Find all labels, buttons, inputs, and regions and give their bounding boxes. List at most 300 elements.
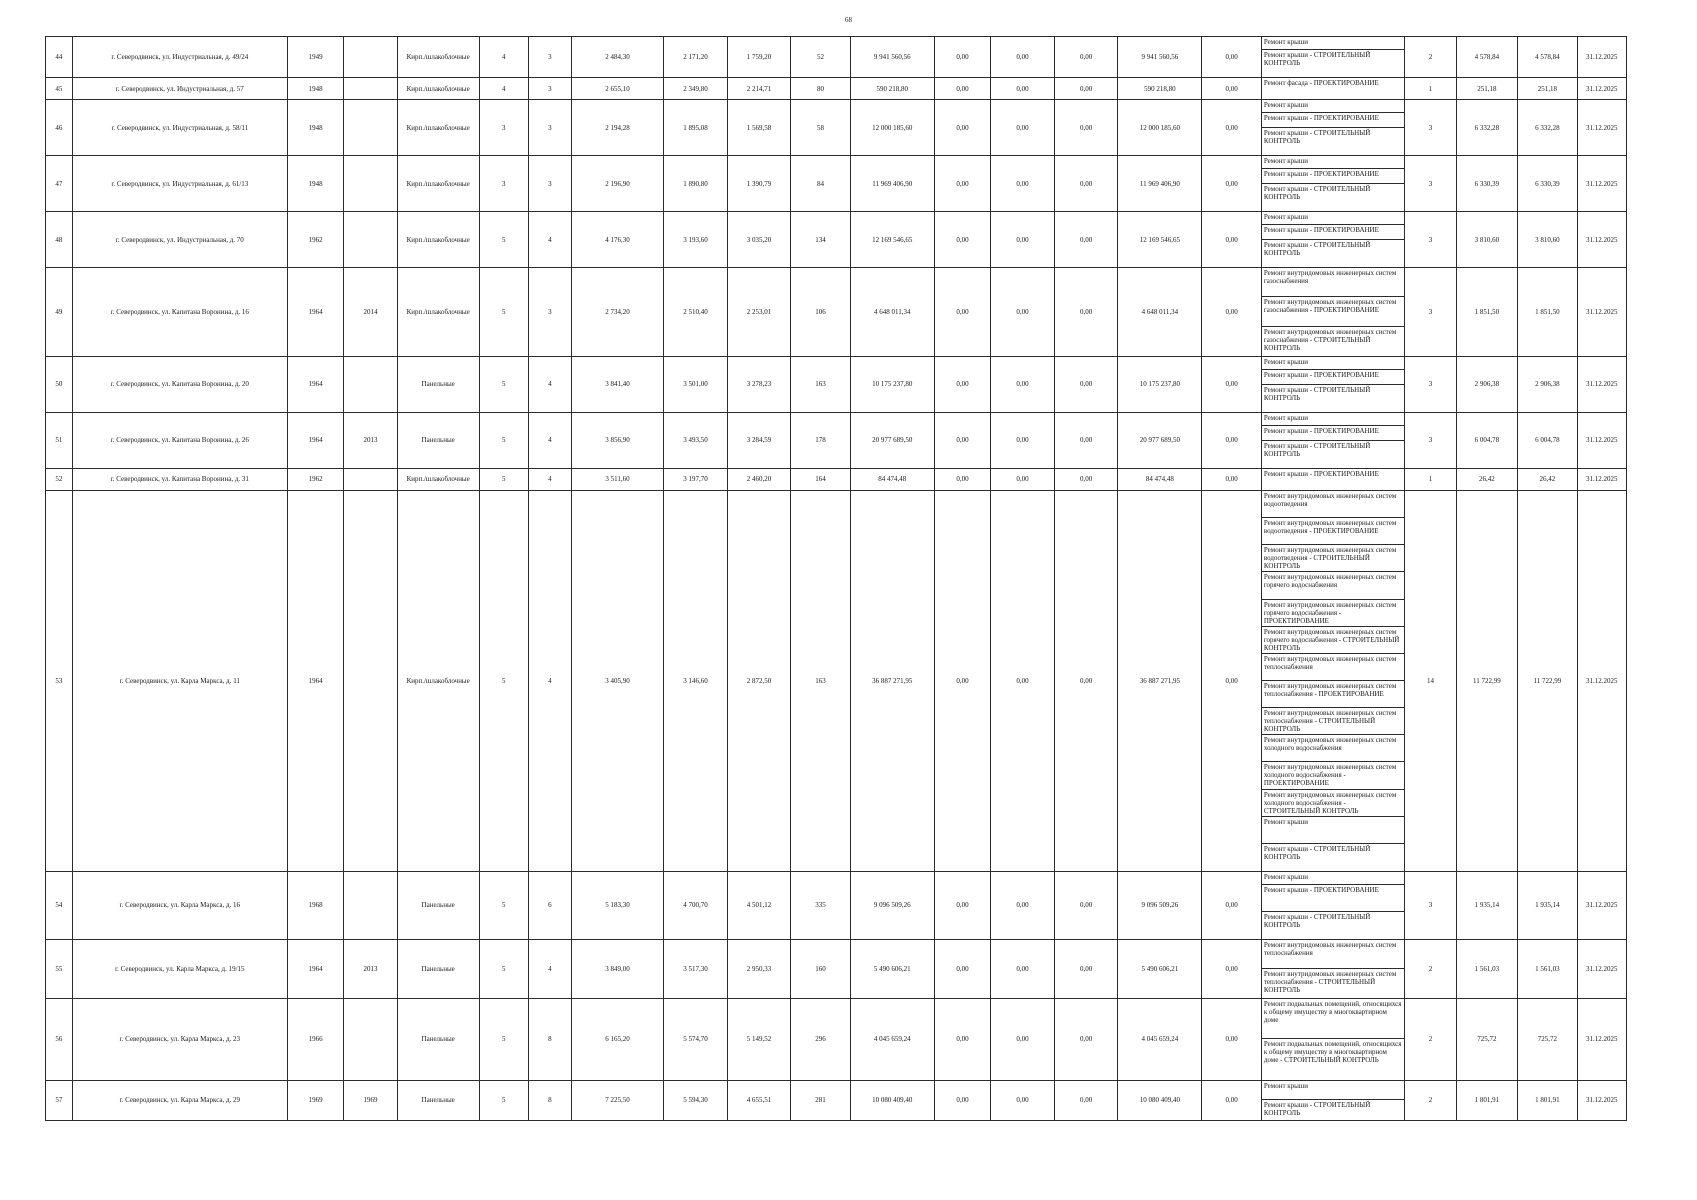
cell-area-total: 2 734,20 [571, 268, 663, 357]
cell-f2: 0,00 [991, 100, 1055, 156]
works-cell [1261, 939, 1405, 998]
cell-f5: 0,00 [1202, 468, 1261, 490]
work-item: Ремонт внутридомовых инженерных систем горячего водоснабжения - ПРОЕКТИРОВАНИЕ [1262, 600, 1405, 627]
cell-residents: 84 [791, 156, 850, 212]
work-item: Ремонт крыши - СТРОИТЕЛЬНЫЙ КОНТРОЛЬ [1263, 844, 1371, 861]
cell-f2: 0,00 [991, 871, 1055, 939]
cell-address: г. Северодвинск, ул. Капитана Воронина, д. 26 [72, 412, 287, 468]
cell-f4: 84 474,48 [1118, 468, 1202, 490]
cell-f2: 0,00 [991, 37, 1055, 78]
work-item: Ремонт внутридомовых инженерных систем холодного водоснабжения - ПРОЕКТИРОВАНИЕ [1262, 762, 1405, 789]
cell-f1: 0,00 [934, 468, 990, 490]
cell-unit1: 1 561,03 [1456, 939, 1518, 998]
cell-f3: 0,00 [1054, 871, 1118, 939]
works-cell [1261, 998, 1405, 1080]
cell-f3: 0,00 [1054, 156, 1118, 212]
cell-f5: 0,00 [1202, 268, 1261, 357]
cell-f5: 0,00 [1202, 156, 1261, 212]
cell-address: г. Северодвинск, ул. Индустриальная, д. 57 [72, 78, 287, 100]
table-row [46, 156, 1627, 212]
cell-f5: 0,00 [1202, 1080, 1261, 1120]
works-cell [1261, 412, 1405, 468]
cell-area-total: 2 484,30 [571, 37, 663, 78]
cell-entrances: 4 [528, 212, 571, 268]
cell-area-living: 2 510,40 [664, 268, 728, 357]
cell-address: г. Северодвинск, ул. Индустриальная, д. 61/13 [72, 156, 287, 212]
cell-count: 3 [1405, 412, 1456, 468]
cell-floors: 5 [479, 356, 528, 412]
cell-date: 31.12.2025 [1577, 490, 1626, 871]
cell-f1: 0,00 [934, 212, 990, 268]
cell-area-living: 3 146,60 [664, 490, 728, 871]
work-item: Ремонт внутридомовых инженерных систем холодного водоснабжения [1262, 735, 1405, 762]
work-item: Ремонт крыши - СТРОИТЕЛЬНЫЙ КОНТРОЛЬ [1263, 912, 1371, 929]
work-item: Ремонт крыши - СТРОИТЕЛЬНЫЙ КОНТРОЛЬ [1263, 385, 1371, 402]
cell-f4: 11 969 406,90 [1118, 156, 1202, 212]
cell-year-renov: 2014 [344, 268, 397, 357]
cell-count: 2 [1405, 998, 1456, 1080]
cell-year-built: 1949 [287, 37, 343, 78]
cell-address: г. Северодвинск, ул. Карла Маркса, д. 23 [72, 998, 287, 1080]
cell-entrances: 3 [528, 268, 571, 357]
cell-unit1: 251,18 [1456, 78, 1518, 100]
cell-count: 14 [1405, 490, 1456, 871]
cell-area-living: 1 890,80 [664, 156, 728, 212]
work-item: Ремонт крыши - ПРОЕКТИРОВАНИЕ [1262, 225, 1405, 240]
cell-year-renov: 1969 [344, 1080, 397, 1120]
cell-unit2: 1 851,50 [1518, 268, 1577, 357]
cell-cost-total: 9 096 509,26 [850, 871, 934, 939]
cell-f2: 0,00 [991, 356, 1055, 412]
cell-area-res: 1 569,58 [727, 100, 791, 156]
cell-area-res: 3 284,59 [727, 412, 791, 468]
work-item: Ремонт крыши - СТРОИТЕЛЬНЫЙ КОНТРОЛЬ [1263, 185, 1371, 201]
cell-area-living: 3 193,60 [664, 212, 728, 268]
cell-date: 31.12.2025 [1577, 268, 1626, 357]
cell-year-built: 1964 [287, 939, 343, 998]
cell-count: 1 [1405, 78, 1456, 100]
cell-address: г. Северодвинск, ул. Индустриальная, д. 58/11 [72, 100, 287, 156]
work-item: Ремонт внутридомовых инженерных систем газоснабжения - ПРОЕКТИРОВАНИЕ [1262, 297, 1405, 326]
cell-area-total: 3 856,90 [571, 412, 663, 468]
table-row [46, 212, 1627, 268]
cell-f4: 5 490 606,21 [1118, 939, 1202, 998]
cell-cost-total: 36 887 271,95 [850, 490, 934, 871]
cell-wall: Панельные [397, 356, 479, 412]
work-item: Ремонт внутридомовых инженерных систем водоотведения - ПРОЕКТИРОВАНИЕ [1262, 518, 1405, 545]
cell-address: г. Северодвинск, ул. Карла Маркса, д. 29 [72, 1080, 287, 1120]
cell-wall: Кирп./шлакоблочные [397, 468, 479, 490]
work-item: Ремонт крыши [1262, 413, 1405, 426]
works-cell [1261, 490, 1405, 871]
cell-year-built: 1968 [287, 871, 343, 939]
cell-year-renov: 2013 [344, 939, 397, 998]
cell-area-res: 1 759,20 [727, 37, 791, 78]
cell-unit1: 6 004,78 [1456, 412, 1518, 468]
cell-residents: 80 [791, 78, 850, 100]
cell-residents: 178 [791, 412, 850, 468]
cell-year-renov: 2013 [344, 412, 397, 468]
cell-f2: 0,00 [991, 212, 1055, 268]
cell-entrances: 4 [528, 490, 571, 871]
cell-f2: 0,00 [991, 268, 1055, 357]
cell-unit1: 6 332,28 [1456, 100, 1518, 156]
cell-floors: 3 [479, 100, 528, 156]
cell-f1: 0,00 [934, 100, 990, 156]
cell-f1: 0,00 [934, 998, 990, 1080]
cell-area-res: 5 149,52 [727, 998, 791, 1080]
cell-cost-total: 4 648 011,34 [850, 268, 934, 357]
cell-cost-total: 10 080 409,40 [850, 1080, 934, 1120]
cell-residents: 106 [791, 268, 850, 357]
cell-year-built: 1962 [287, 468, 343, 490]
cell-f5: 0,00 [1202, 100, 1261, 156]
cell-f1: 0,00 [934, 1080, 990, 1120]
table-row [46, 78, 1627, 100]
work-item: Ремонт внутридомовых инженерных систем газоснабжения [1262, 268, 1405, 297]
cell-area-total: 2 194,28 [571, 100, 663, 156]
cell-f4: 12 169 546,65 [1118, 212, 1202, 268]
work-item: Ремонт крыши - ПРОЕКТИРОВАНИЕ [1263, 469, 1379, 478]
cell-unit1: 4 578,84 [1456, 37, 1518, 78]
cell-area-total: 3 849,00 [571, 939, 663, 998]
cell-entrances: 4 [528, 356, 571, 412]
cell-f2: 0,00 [991, 1080, 1055, 1120]
table-row [46, 998, 1627, 1080]
cell-f3: 0,00 [1054, 468, 1118, 490]
table-row [46, 939, 1627, 998]
cell-f4: 12 000 185,60 [1118, 100, 1202, 156]
capital-repair-table [45, 36, 1627, 1121]
cell-area-living: 5 574,70 [664, 998, 728, 1080]
work-item: Ремонт внутридомовых инженерных систем теплоснабжения - ПРОЕКТИРОВАНИЕ [1262, 681, 1405, 708]
cell-floors: 3 [479, 156, 528, 212]
cell-unit2: 2 906,38 [1518, 356, 1577, 412]
cell-f2: 0,00 [991, 412, 1055, 468]
cell-num: 44 [46, 37, 73, 78]
work-item: Ремонт крыши [1262, 100, 1405, 113]
table-row [46, 490, 1627, 871]
cell-wall: Кирп./шлакоблочные [397, 490, 479, 871]
table-row [46, 37, 1627, 78]
work-item: Ремонт внутридомовых инженерных систем холодного водоснабжения - СТРОИТЕЛЬНЫЙ КОНТРОЛЬ [1262, 790, 1405, 817]
cell-f4: 9 941 560,56 [1118, 37, 1202, 78]
cell-unit1: 2 906,38 [1456, 356, 1518, 412]
cell-count: 3 [1405, 356, 1456, 412]
cell-entrances: 4 [528, 939, 571, 998]
cell-count: 3 [1405, 212, 1456, 268]
cell-area-res: 2 872,50 [727, 490, 791, 871]
table-row [46, 268, 1627, 357]
cell-date: 31.12.2025 [1577, 212, 1626, 268]
cell-cost-total: 4 045 659,24 [850, 998, 934, 1080]
cell-f5: 0,00 [1202, 212, 1261, 268]
cell-f4: 590 218,80 [1118, 78, 1202, 100]
cell-area-total: 5 183,30 [571, 871, 663, 939]
cell-date: 31.12.2025 [1577, 1080, 1626, 1120]
works-cell [1261, 37, 1405, 78]
cell-f2: 0,00 [991, 78, 1055, 100]
page-number: 68 [845, 16, 852, 24]
cell-f1: 0,00 [934, 356, 990, 412]
works-cell [1261, 268, 1405, 357]
cell-f4: 4 045 659,24 [1118, 998, 1202, 1080]
cell-f5: 0,00 [1202, 871, 1261, 939]
cell-entrances: 8 [528, 998, 571, 1080]
work-item: Ремонт крыши - СТРОИТЕЛЬНЫЙ КОНТРОЛЬ [1263, 129, 1371, 145]
cell-unit2: 4 578,84 [1518, 37, 1577, 78]
cell-f1: 0,00 [934, 156, 990, 212]
cell-num: 50 [46, 356, 73, 412]
cell-f3: 0,00 [1054, 412, 1118, 468]
cell-entrances: 3 [528, 37, 571, 78]
cell-f2: 0,00 [991, 468, 1055, 490]
cell-num: 49 [46, 268, 73, 357]
cell-year-built: 1948 [287, 100, 343, 156]
cell-entrances: 6 [528, 871, 571, 939]
cell-date: 31.12.2025 [1577, 100, 1626, 156]
cell-address: г. Северодвинск, ул. Индустриальная, д. 49/24 [72, 37, 287, 78]
cell-area-living: 4 700,70 [664, 871, 728, 939]
cell-address: г. Северодвинск, ул. Капитана Воронина, д. 20 [72, 356, 287, 412]
cell-area-living: 2 349,80 [664, 78, 728, 100]
cell-area-total: 6 165,20 [571, 998, 663, 1080]
cell-residents: 296 [791, 998, 850, 1080]
cell-year-renov [344, 998, 397, 1080]
cell-f3: 0,00 [1054, 268, 1118, 357]
cell-floors: 5 [479, 998, 528, 1080]
work-item: Ремонт крыши - СТРОИТЕЛЬНЫЙ КОНТРОЛЬ [1263, 241, 1371, 257]
cell-f5: 0,00 [1202, 37, 1261, 78]
cell-year-built: 1964 [287, 490, 343, 871]
cell-area-res: 2 950,33 [727, 939, 791, 998]
cell-f3: 0,00 [1054, 356, 1118, 412]
cell-f1: 0,00 [934, 37, 990, 78]
cell-area-res: 3 278,23 [727, 356, 791, 412]
work-item: Ремонт крыши - ПРОЕКТИРОВАНИЕ [1262, 169, 1405, 184]
cell-area-res: 1 390,79 [727, 156, 791, 212]
cell-year-renov [344, 37, 397, 78]
cell-residents: 163 [791, 356, 850, 412]
cell-wall: Панельные [397, 412, 479, 468]
cell-cost-total: 10 175 237,80 [850, 356, 934, 412]
cell-f1: 0,00 [934, 871, 990, 939]
cell-date: 31.12.2025 [1577, 356, 1626, 412]
cell-f1: 0,00 [934, 939, 990, 998]
cell-area-living: 3 197,70 [664, 468, 728, 490]
cell-unit1: 26,42 [1456, 468, 1518, 490]
cell-num: 52 [46, 468, 73, 490]
cell-area-total: 3 405,90 [571, 490, 663, 871]
cell-residents: 160 [791, 939, 850, 998]
cell-wall: Кирп./шлакоблочные [397, 212, 479, 268]
cell-num: 53 [46, 490, 73, 871]
cell-unit1: 6 330,39 [1456, 156, 1518, 212]
cell-floors: 5 [479, 412, 528, 468]
cell-cost-total: 12 000 185,60 [850, 100, 934, 156]
cell-floors: 5 [479, 871, 528, 939]
cell-entrances: 4 [528, 468, 571, 490]
cell-date: 31.12.2025 [1577, 37, 1626, 78]
cell-floors: 4 [479, 78, 528, 100]
table-row [46, 468, 1627, 490]
cell-unit2: 11 722,99 [1518, 490, 1577, 871]
cell-area-res: 3 035,20 [727, 212, 791, 268]
works-cell [1261, 871, 1405, 939]
cell-f3: 0,00 [1054, 37, 1118, 78]
cell-f4: 4 648 011,34 [1118, 268, 1202, 357]
work-item: Ремонт внутридомовых инженерных систем теплоснабжения - СТРОИТЕЛЬНЫЙ КОНТРОЛЬ [1262, 708, 1405, 735]
table-row [46, 871, 1627, 939]
cell-wall: Кирп./шлакоблочные [397, 37, 479, 78]
work-item: Ремонт крыши - ПРОЕКТИРОВАНИЕ [1262, 370, 1405, 385]
cell-residents: 163 [791, 490, 850, 871]
cell-address: г. Северодвинск, ул. Карла Маркса, д. 16 [72, 871, 287, 939]
cell-f5: 0,00 [1202, 939, 1261, 998]
cell-area-living: 3 501,00 [664, 356, 728, 412]
cell-f4: 10 175 237,80 [1118, 356, 1202, 412]
cell-year-renov [344, 212, 397, 268]
cell-year-built: 1962 [287, 212, 343, 268]
cell-unit2: 1 561,03 [1518, 939, 1577, 998]
work-item: Ремонт крыши [1262, 212, 1405, 225]
cell-f3: 0,00 [1054, 490, 1118, 871]
cell-entrances: 3 [528, 156, 571, 212]
cell-entrances: 8 [528, 1080, 571, 1120]
cell-floors: 5 [479, 490, 528, 871]
cell-area-living: 3 493,50 [664, 412, 728, 468]
cell-count: 2 [1405, 939, 1456, 998]
works-cell [1261, 78, 1405, 100]
cell-floors: 5 [479, 1080, 528, 1120]
cell-date: 31.12.2025 [1577, 468, 1626, 490]
work-item: Ремонт крыши [1262, 37, 1405, 50]
cell-area-res: 2 214,71 [727, 78, 791, 100]
cell-year-renov [344, 100, 397, 156]
cell-unit1: 3 810,60 [1456, 212, 1518, 268]
cell-cost-total: 11 969 406,90 [850, 156, 934, 212]
cell-f4: 10 080 409,40 [1118, 1080, 1202, 1120]
cell-date: 31.12.2025 [1577, 412, 1626, 468]
cell-year-built: 1966 [287, 998, 343, 1080]
work-item: Ремонт подвальных помещений, относящихся к общему имуществу в многоквартирном доме [1262, 999, 1405, 1040]
cell-f5: 0,00 [1202, 78, 1261, 100]
work-item: Ремонт внутридомовых инженерных систем теплоснабжения [1262, 654, 1405, 681]
cell-unit1: 11 722,99 [1456, 490, 1518, 871]
cell-wall: Панельные [397, 939, 479, 998]
cell-count: 3 [1405, 156, 1456, 212]
work-item: Ремонт фасада - ПРОЕКТИРОВАНИЕ [1263, 79, 1379, 87]
cell-year-renov [344, 871, 397, 939]
cell-count: 3 [1405, 268, 1456, 357]
cell-wall: Кирп./шлакоблочные [397, 268, 479, 357]
cell-wall: Панельные [397, 998, 479, 1080]
cell-floors: 5 [479, 468, 528, 490]
cell-f3: 0,00 [1054, 1080, 1118, 1120]
cell-entrances: 4 [528, 412, 571, 468]
cell-area-living: 2 171,20 [664, 37, 728, 78]
cell-f3: 0,00 [1054, 78, 1118, 100]
cell-year-renov [344, 78, 397, 100]
work-item: Ремонт внутридомовых инженерных систем водоотведения [1262, 491, 1405, 518]
cell-year-built: 1969 [287, 1080, 343, 1120]
cell-unit2: 3 810,60 [1518, 212, 1577, 268]
cell-unit2: 251,18 [1518, 78, 1577, 100]
cell-cost-total: 12 169 546,65 [850, 212, 934, 268]
cell-area-total: 2 196,90 [571, 156, 663, 212]
work-item: Ремонт крыши [1262, 817, 1405, 844]
work-item: Ремонт внутридомовых инженерных систем газоснабжения - СТРОИТЕЛЬНЫЙ КОНТРОЛЬ [1263, 327, 1397, 352]
work-item: Ремонт внутридомовых инженерных систем горячего водоснабжения [1262, 572, 1405, 599]
cell-unit1: 725,72 [1456, 998, 1518, 1080]
cell-count: 1 [1405, 468, 1456, 490]
work-item: Ремонт крыши - ПРОЕКТИРОВАНИЕ [1262, 426, 1405, 441]
cell-f5: 0,00 [1202, 356, 1261, 412]
cell-f1: 0,00 [934, 78, 990, 100]
cell-unit2: 6 004,78 [1518, 412, 1577, 468]
works-cell [1261, 468, 1405, 490]
cell-area-total: 2 655,10 [571, 78, 663, 100]
works-cell [1261, 156, 1405, 212]
cell-date: 31.12.2025 [1577, 998, 1626, 1080]
cell-floors: 5 [479, 939, 528, 998]
work-item: Ремонт крыши [1262, 872, 1405, 885]
cell-wall: Кирп./шлакоблочные [397, 78, 479, 100]
cell-residents: 281 [791, 1080, 850, 1120]
cell-f5: 0,00 [1202, 412, 1261, 468]
cell-num: 46 [46, 100, 73, 156]
cell-area-total: 4 176,30 [571, 212, 663, 268]
cell-entrances: 3 [528, 100, 571, 156]
work-item: Ремонт подвальных помещений, относящихся к общему имуществу в многоквартирном доме - СТРОИТЕЛЬНЫЙ КОНТРОЛЬ [1263, 1040, 1402, 1065]
cell-f1: 0,00 [934, 268, 990, 357]
cell-year-built: 1964 [287, 268, 343, 357]
cell-f4: 36 887 271,95 [1118, 490, 1202, 871]
cell-f5: 0,00 [1202, 490, 1261, 871]
cell-floors: 5 [479, 212, 528, 268]
cell-year-built: 1948 [287, 78, 343, 100]
work-item: Ремонт крыши - ПРОЕКТИРОВАНИЕ [1262, 885, 1405, 912]
cell-area-living: 1 895,08 [664, 100, 728, 156]
work-item: Ремонт крыши [1262, 156, 1405, 169]
table-row [46, 1080, 1627, 1120]
cell-year-built: 1964 [287, 412, 343, 468]
cell-date: 31.12.2025 [1577, 939, 1626, 998]
work-item: Ремонт крыши [1262, 1081, 1405, 1101]
cell-wall: Панельные [397, 871, 479, 939]
cell-unit1: 1 851,50 [1456, 268, 1518, 357]
work-item: Ремонт крыши - ПРОЕКТИРОВАНИЕ [1262, 113, 1405, 128]
cell-cost-total: 84 474,48 [850, 468, 934, 490]
cell-residents: 134 [791, 212, 850, 268]
cell-cost-total: 20 977 689,50 [850, 412, 934, 468]
cell-year-renov [344, 356, 397, 412]
cell-num: 57 [46, 1080, 73, 1120]
cell-num: 55 [46, 939, 73, 998]
cell-num: 54 [46, 871, 73, 939]
cell-count: 3 [1405, 100, 1456, 156]
work-item: Ремонт крыши [1262, 357, 1405, 370]
cell-f2: 0,00 [991, 939, 1055, 998]
cell-residents: 52 [791, 37, 850, 78]
works-cell [1261, 1080, 1405, 1120]
cell-unit2: 26,42 [1518, 468, 1577, 490]
cell-cost-total: 9 941 560,56 [850, 37, 934, 78]
work-item: Ремонт внутридомовых инженерных систем теплоснабжения - СТРОИТЕЛЬНЫЙ КОНТРОЛЬ [1263, 969, 1397, 994]
cell-area-res: 2 253,01 [727, 268, 791, 357]
cell-area-res: 4 501,12 [727, 871, 791, 939]
cell-address: г. Северодвинск, ул. Карла Маркса, д. 19/15 [72, 939, 287, 998]
